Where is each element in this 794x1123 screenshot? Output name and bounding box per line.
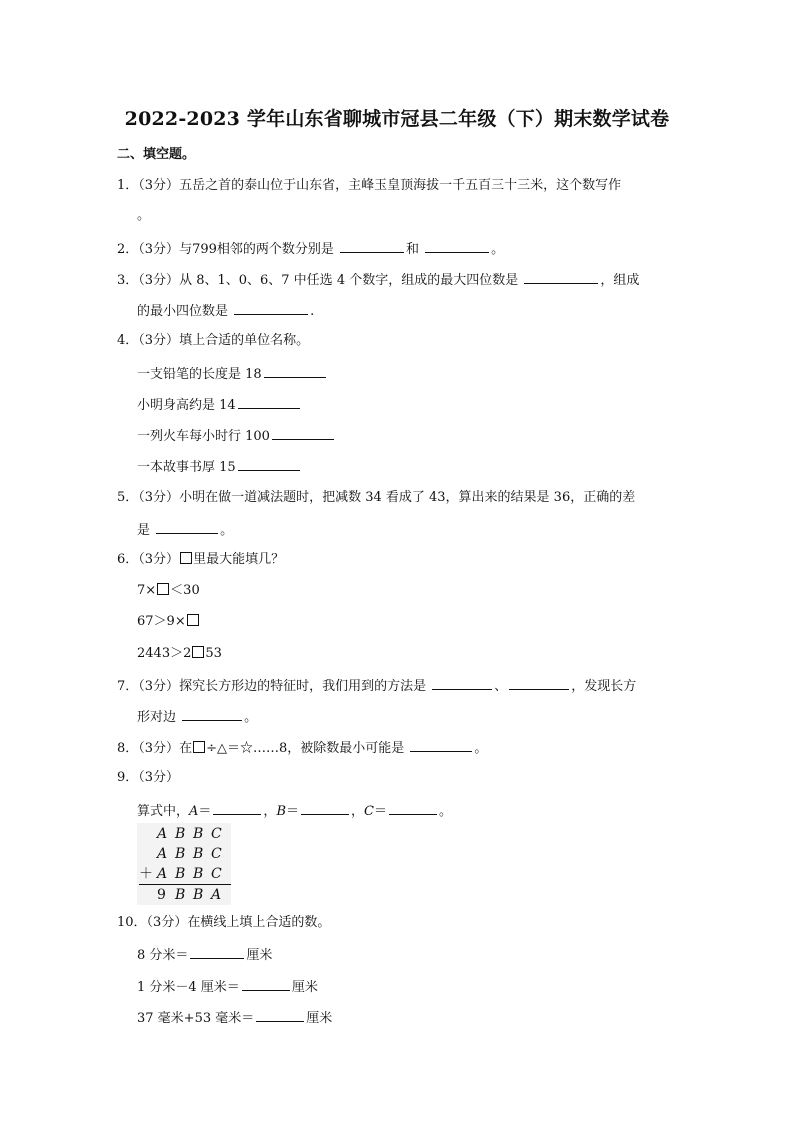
question-text: 、 [494, 679, 508, 694]
equals-sign: ＝ [373, 804, 387, 819]
digit: A [157, 866, 168, 882]
unit-label: 厘米 [246, 948, 273, 963]
question-7 [117, 676, 636, 696]
question-score: （3分） [138, 242, 180, 257]
addend-row [137, 864, 231, 884]
question-number: 7． [117, 679, 139, 694]
sub-item [137, 945, 272, 965]
sub-item-text: ＜30 [170, 583, 200, 598]
answer-blank[interactable] [389, 801, 437, 815]
square-box-icon [193, 741, 205, 753]
sub-item-text: 2443＞2 [137, 646, 192, 661]
answer-blank[interactable] [190, 945, 244, 959]
answer-blank[interactable] [432, 676, 492, 690]
answer-blank[interactable] [524, 270, 598, 284]
sub-item [137, 395, 302, 415]
variable-b: B [276, 804, 286, 819]
sub-item [137, 645, 222, 663]
sub-item [137, 364, 328, 384]
question-9 [117, 769, 179, 787]
digit: B [175, 826, 186, 842]
digit: A [157, 846, 168, 862]
question-score: （3分） [138, 273, 180, 288]
question-score: （3分） [138, 741, 180, 756]
sub-item-text: 一列火车每小时行 100 [137, 429, 270, 444]
question-10 [117, 914, 330, 932]
answer-blank[interactable] [272, 426, 334, 440]
question-number: 3． [117, 273, 139, 288]
question-text: 与799相邻的两个数分别是 [179, 242, 339, 257]
digit: B [193, 866, 204, 882]
question-score: （3分） [138, 679, 180, 694]
digit: B [175, 887, 186, 903]
question-text: 和 [406, 242, 424, 257]
question-text: 在 [179, 741, 193, 756]
digit: A [211, 887, 222, 903]
question-text: 形对边 [137, 710, 181, 725]
question-3-continued [137, 301, 314, 321]
sub-item-text: 1 分米－4 厘米＝ [137, 980, 240, 995]
digit: B [193, 826, 204, 842]
question-number: 8． [117, 741, 139, 756]
addend-row [137, 844, 231, 864]
question-9-prompt [137, 801, 452, 821]
question-score: （3分） [138, 490, 180, 505]
question-8 [117, 738, 487, 758]
answer-blank[interactable] [301, 801, 349, 815]
answer-blank[interactable] [213, 801, 261, 815]
question-5-continued [137, 520, 233, 540]
section-heading: 二、填空题。 [117, 147, 196, 162]
answer-blank[interactable] [425, 239, 489, 253]
sub-item-text: 8 分米＝ [137, 948, 189, 963]
question-text: 。 [244, 710, 258, 725]
digit: A [157, 826, 168, 842]
digit: B [175, 866, 186, 882]
sub-item-text: 一支铅笔的长度是 18 [137, 367, 262, 382]
question-score: （3分） [138, 770, 180, 785]
answer-blank[interactable] [256, 1008, 304, 1022]
question-1-continued [137, 207, 150, 225]
question-text: 。 [474, 741, 488, 756]
unit-label: 厘米 [291, 980, 318, 995]
question-7-continued [137, 707, 257, 727]
question-text: . [310, 304, 315, 319]
question-text: ，组成 [600, 273, 640, 288]
question-number: 6． [117, 552, 139, 567]
question-text: 在横线上填上合适的数。 [187, 915, 331, 930]
square-box-icon[interactable] [187, 614, 199, 626]
separator: ， [263, 804, 277, 819]
question-text: 。 [491, 242, 505, 257]
plus-sign: ＋ [139, 866, 153, 882]
question-number: 10． [117, 915, 147, 930]
question-number: 1． [117, 178, 139, 193]
answer-blank[interactable] [238, 395, 300, 409]
digit: 9 [157, 887, 166, 903]
answer-blank[interactable] [340, 239, 404, 253]
sub-item [137, 457, 302, 477]
question-score: （3分） [138, 333, 180, 348]
answer-blank[interactable] [234, 301, 308, 315]
question-text: 是 [137, 523, 155, 538]
question-5 [117, 489, 635, 507]
addend-row [137, 824, 231, 844]
sub-item-text: 67＞9× [137, 614, 186, 629]
question-text: 探究长方形边的特征时，我们用到的方法是 [179, 679, 431, 694]
digit: C [211, 826, 222, 842]
unit-label: 厘米 [306, 1011, 333, 1026]
question-text: 的最小四位数是 [137, 304, 233, 319]
sub-item-text: 小明身高约是 14 [137, 398, 236, 413]
digit: C [211, 866, 222, 882]
digit: C [211, 846, 222, 862]
question-2 [117, 239, 504, 259]
answer-blank[interactable] [410, 738, 472, 752]
equals-sign: ＝ [286, 804, 300, 819]
digit: B [193, 887, 204, 903]
square-box-icon[interactable] [157, 583, 169, 595]
sub-item [137, 977, 318, 997]
question-text: 填上合适的单位名称。 [179, 333, 310, 348]
sub-item [137, 426, 336, 446]
sub-item-text: 7× [137, 583, 157, 598]
question-text: 五岳之首的泰山位于山东省，主峰玉皇顶海拔一千五百三十三米，这个数写作 [179, 178, 622, 193]
answer-blank[interactable] [509, 676, 569, 690]
question-text: 从 8、1、0、6、7 中任选 4 个数字，组成的最大四位数是 [179, 273, 523, 288]
question-score: （3分） [138, 552, 180, 567]
question-text: 里最大能填几？ [193, 552, 285, 567]
sub-item [137, 582, 200, 600]
separator: ， [351, 804, 365, 819]
sub-item-text: 一本故事书厚 15 [137, 460, 236, 475]
question-6 [117, 551, 284, 569]
equals-sign: ＝ [198, 804, 212, 819]
question-number: 5． [117, 490, 139, 505]
sub-item-text: 53 [205, 646, 222, 661]
sub-item-text: 37 毫米+53 毫米＝ [137, 1011, 255, 1026]
vertical-addition-figure [137, 823, 231, 905]
question-4 [117, 332, 309, 350]
question-text: ÷△＝☆……8，被除数最小可能是 [206, 741, 409, 756]
question-1 [117, 177, 621, 195]
square-box-icon[interactable] [192, 646, 204, 658]
answer-blank[interactable] [264, 364, 326, 378]
variable-a: A [189, 804, 199, 819]
answer-blank[interactable] [182, 707, 242, 721]
question-text: ，发现长方 [571, 679, 637, 694]
question-number: 4． [117, 333, 139, 348]
answer-blank[interactable] [242, 977, 290, 991]
question-number: 9． [117, 770, 139, 785]
answer-blank[interactable] [156, 520, 218, 534]
digit: B [175, 846, 186, 862]
question-number: 2． [117, 242, 139, 257]
sub-item [137, 613, 200, 631]
digit: B [193, 846, 204, 862]
question-text: 算式中， [137, 804, 190, 819]
question-score: （3分） [146, 915, 188, 930]
variable-c: C [364, 804, 374, 819]
end-mark: 。 [439, 804, 453, 819]
question-text: 。 [220, 523, 234, 538]
question-3 [117, 270, 639, 290]
sum-row [137, 885, 231, 905]
answer-blank[interactable] [238, 457, 300, 471]
sub-item [137, 1008, 332, 1028]
question-score: （3分） [138, 178, 180, 193]
question-text: 小明在做一道减法题时，把减数 34 看成了 43，算出来的结果是 36，正确的差 [179, 490, 636, 505]
square-box-icon [180, 552, 192, 564]
page-title: 2022-2023 学年山东省聊城市冠县二年级（下）期末数学试卷 [124, 108, 670, 130]
question-text: 。 [137, 208, 151, 223]
